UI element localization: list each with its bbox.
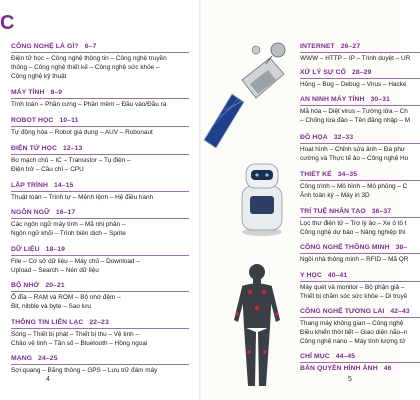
entry-line: Mã hóa – Diệt virus – Tường lửa – Ch	[300, 108, 408, 115]
toc-entry[interactable]	[11, 245, 189, 275]
entry-title: CÔNG NGHỆ LÀ GÌ?	[11, 43, 79, 50]
divider	[300, 253, 420, 254]
entry-line: Sợi quang – Băng thông – GPS – Lưu trữ đám mây	[11, 367, 158, 374]
entry-pages: 10–11	[59, 117, 79, 124]
entry-line: Bo mạch chủ – IC – Transistor – Tụ điện –	[11, 157, 131, 164]
toc-entry[interactable]	[300, 364, 420, 373]
entry-title: ĐIỆN TỬ HỌC	[11, 145, 58, 152]
toc-entry[interactable]	[11, 318, 189, 348]
divider	[11, 364, 189, 365]
divider	[11, 98, 189, 99]
satellite-solar-panel	[204, 94, 244, 148]
entry-pages: 12–13	[63, 145, 83, 152]
divider	[300, 317, 420, 318]
divider	[11, 218, 189, 219]
divider	[300, 362, 420, 363]
toc-entry[interactable]	[11, 354, 189, 375]
entry-pages: 20–21	[45, 282, 65, 289]
entry-pages: 8–9	[50, 89, 63, 96]
entry-line: Upload – Search – Nén dữ liệu	[11, 267, 99, 274]
entry-title: MẠNG	[11, 355, 33, 362]
entry-title: BẢN QUYỀN HÌNH ẢNH	[300, 365, 378, 372]
entry-title: CÔNG NGHỆ THÔNG MINH	[300, 244, 390, 251]
toc-entry[interactable]	[300, 307, 420, 346]
divider	[300, 180, 420, 181]
entry-line: Công nghệ nano – Máy tính lượng tử	[300, 338, 406, 345]
entry-line: Điện tử học – Công nghệ thông tin – Công nghệ truyền	[11, 55, 167, 62]
toc-entry[interactable]	[300, 207, 420, 237]
divider	[300, 105, 420, 106]
entry-pages: 30–31	[370, 96, 390, 103]
entry-pages: 40–41	[327, 272, 348, 279]
entry-title: XỬ LÝ SỰ CỐ	[300, 69, 346, 76]
divider	[11, 154, 189, 155]
toc-entry[interactable]	[300, 243, 420, 264]
toc-entry[interactable]	[300, 133, 420, 163]
toc-entry[interactable]	[11, 42, 189, 81]
entry-title: AN NINH MÁY TÍNH	[300, 96, 365, 103]
satellite-body	[242, 43, 285, 98]
divider	[11, 191, 189, 192]
divider	[300, 52, 420, 53]
entry-line: Thang máy không gian – Công nghệ	[300, 320, 404, 327]
toc-entry[interactable]	[11, 181, 189, 202]
entry-line: Ổ đĩa – RAM và ROM – Bộ nhớ đệm –	[11, 294, 121, 301]
entry-line: Thiết bị chăm sóc sức khỏe – Di truyề	[300, 293, 408, 300]
entry-line: Công nghệ dự báo – Nâng nghiệp thì	[300, 229, 406, 236]
divider	[300, 217, 420, 218]
entry-line: Ngôn ngữ khối – Trình biên dịch – Sprite	[11, 230, 126, 237]
entry-line: cường và Thực tế ảo – Công nghệ Ho	[300, 155, 409, 162]
entry-pages: 28–29	[352, 69, 372, 76]
robot-body	[242, 164, 282, 236]
entry-title: THIẾT KẾ	[300, 171, 332, 178]
divider	[300, 281, 420, 282]
entry-pages: 42–43	[390, 308, 410, 315]
entry-title: DỮ LIỆU	[11, 246, 40, 253]
divider	[11, 255, 189, 256]
entry-pages: 22–23	[89, 319, 109, 326]
entry-line: Hoạt hình – Chỉnh sửa ảnh – Đa phư	[300, 146, 406, 153]
entry-line: Ngôi nhà thông minh – RFID – Mã QR	[300, 256, 409, 263]
toc-entry[interactable]	[11, 281, 189, 311]
entry-title: LẬP TRÌNH	[11, 182, 49, 189]
entry-pages: 46	[383, 365, 392, 372]
entry-title: BỘ NHỚ	[11, 282, 40, 289]
entry-line: WWW – HTTP – IP – Trình duyệt – UR	[300, 55, 411, 62]
entry-title: MÁY TÍNH	[11, 89, 45, 96]
entry-line: Hỏng – Bug – Debug – Virus – Hacke	[300, 81, 407, 88]
entry-line: Ảnh toàn ký – Máy in 3D	[300, 192, 370, 199]
page-number-right: 5	[348, 376, 352, 383]
entry-line: Thuật toán – Trình tự – Mệnh lệnh – Hệ điều hành	[11, 194, 154, 201]
entry-pages: 18–19	[45, 246, 66, 253]
entry-title: CHỈ MỤC	[300, 353, 330, 360]
entry-line: Lọc thư điện tử – Trợ lý ảo – Xe ô tô t	[300, 220, 407, 227]
entry-line: Máy quét và monitor – Bộ phận giả –	[300, 284, 405, 291]
divider	[300, 78, 420, 79]
entry-line: Bit, nibble và byte – Sao lưu	[11, 303, 91, 310]
entry-line: Công trình – Mô hình – Mô phỏng – C	[300, 183, 408, 190]
entry-line: Tự động hóa – Robot giá dụng – AUV – Robonaut	[11, 129, 153, 136]
toc-entry[interactable]	[300, 271, 420, 301]
entry-title: Y HỌC	[300, 272, 322, 279]
entry-pages: 44–45	[335, 353, 356, 360]
entry-title: TRÍ TUỆ NHÂN TẠO	[300, 208, 366, 215]
entry-line: Điện trở – Cầu chì – CPU	[11, 166, 84, 173]
divider	[11, 52, 189, 53]
entry-line: File – Cơ sở dữ liệu – Máy chủ – Download –	[11, 258, 140, 265]
divider	[11, 126, 189, 127]
toc-entry[interactable]	[11, 144, 189, 174]
entry-title: NGÔN NGỮ	[11, 209, 50, 216]
heading-fragment: C	[0, 12, 15, 34]
page-number-left: 4	[46, 376, 50, 383]
entry-line: Chảo vệ tinh – Tần số – Bluetooth – Hồng ngoại	[11, 340, 148, 347]
entry-title: ĐỒ HỌA	[300, 134, 328, 141]
toc-entry[interactable]	[300, 42, 420, 63]
entry-pages: 14–15	[54, 182, 74, 189]
entry-line: thông – Công nghệ thiết kế – Công nghệ sức khỏe –	[11, 64, 160, 71]
entry-pages: 38–	[395, 244, 408, 251]
toc-entry[interactable]	[300, 170, 420, 200]
divider	[11, 328, 189, 329]
human-figure	[234, 264, 280, 386]
entry-pages: 24–25	[38, 355, 58, 362]
toc-entry[interactable]	[11, 88, 189, 109]
entry-line: Các ngôn ngữ máy tính – Mã nhị phân –	[11, 221, 126, 228]
entry-pages: 34–35	[337, 171, 358, 178]
entry-line: Công nghệ kỹ thuật	[11, 73, 67, 80]
human-body-model-illustration	[226, 262, 288, 392]
divider	[11, 291, 189, 292]
entry-title: THÔNG TIN LIÊN LẠC	[11, 319, 84, 326]
service-robot-illustration	[232, 160, 292, 238]
entry-line: Tính toán – Phần cứng – Phần mềm – Đầu vào/Đầu ra	[11, 101, 167, 108]
entry-title: CÔNG NGHỆ TƯƠNG LAI	[300, 308, 385, 315]
entry-pages: 32–33	[333, 134, 354, 141]
entry-pages: 36–37	[371, 208, 392, 215]
divider	[300, 143, 420, 144]
satellite-illustration	[198, 20, 298, 155]
entry-line: – Chống lừa đảo – Tên đăng nhập – M	[300, 117, 411, 124]
toc-entry[interactable]	[300, 68, 420, 89]
toc-entry[interactable]	[11, 116, 189, 137]
entry-line: Điều khiển thời tiết – Giao diện não–n	[300, 329, 408, 336]
entry-line: Sóng – Thiết bị phát – Thiết bị thu – Vệ tinh –	[11, 331, 140, 338]
entry-pages: 26–27	[340, 43, 361, 50]
entry-title: INTERNET	[300, 43, 335, 50]
entry-pages: 6–7	[84, 43, 97, 50]
toc-entry[interactable]	[11, 208, 189, 238]
entry-title: ROBOT HỌC	[11, 117, 54, 124]
toc-entry[interactable]	[300, 95, 420, 125]
entry-pages: 16–17	[55, 209, 76, 216]
toc-entry[interactable]	[300, 352, 420, 364]
